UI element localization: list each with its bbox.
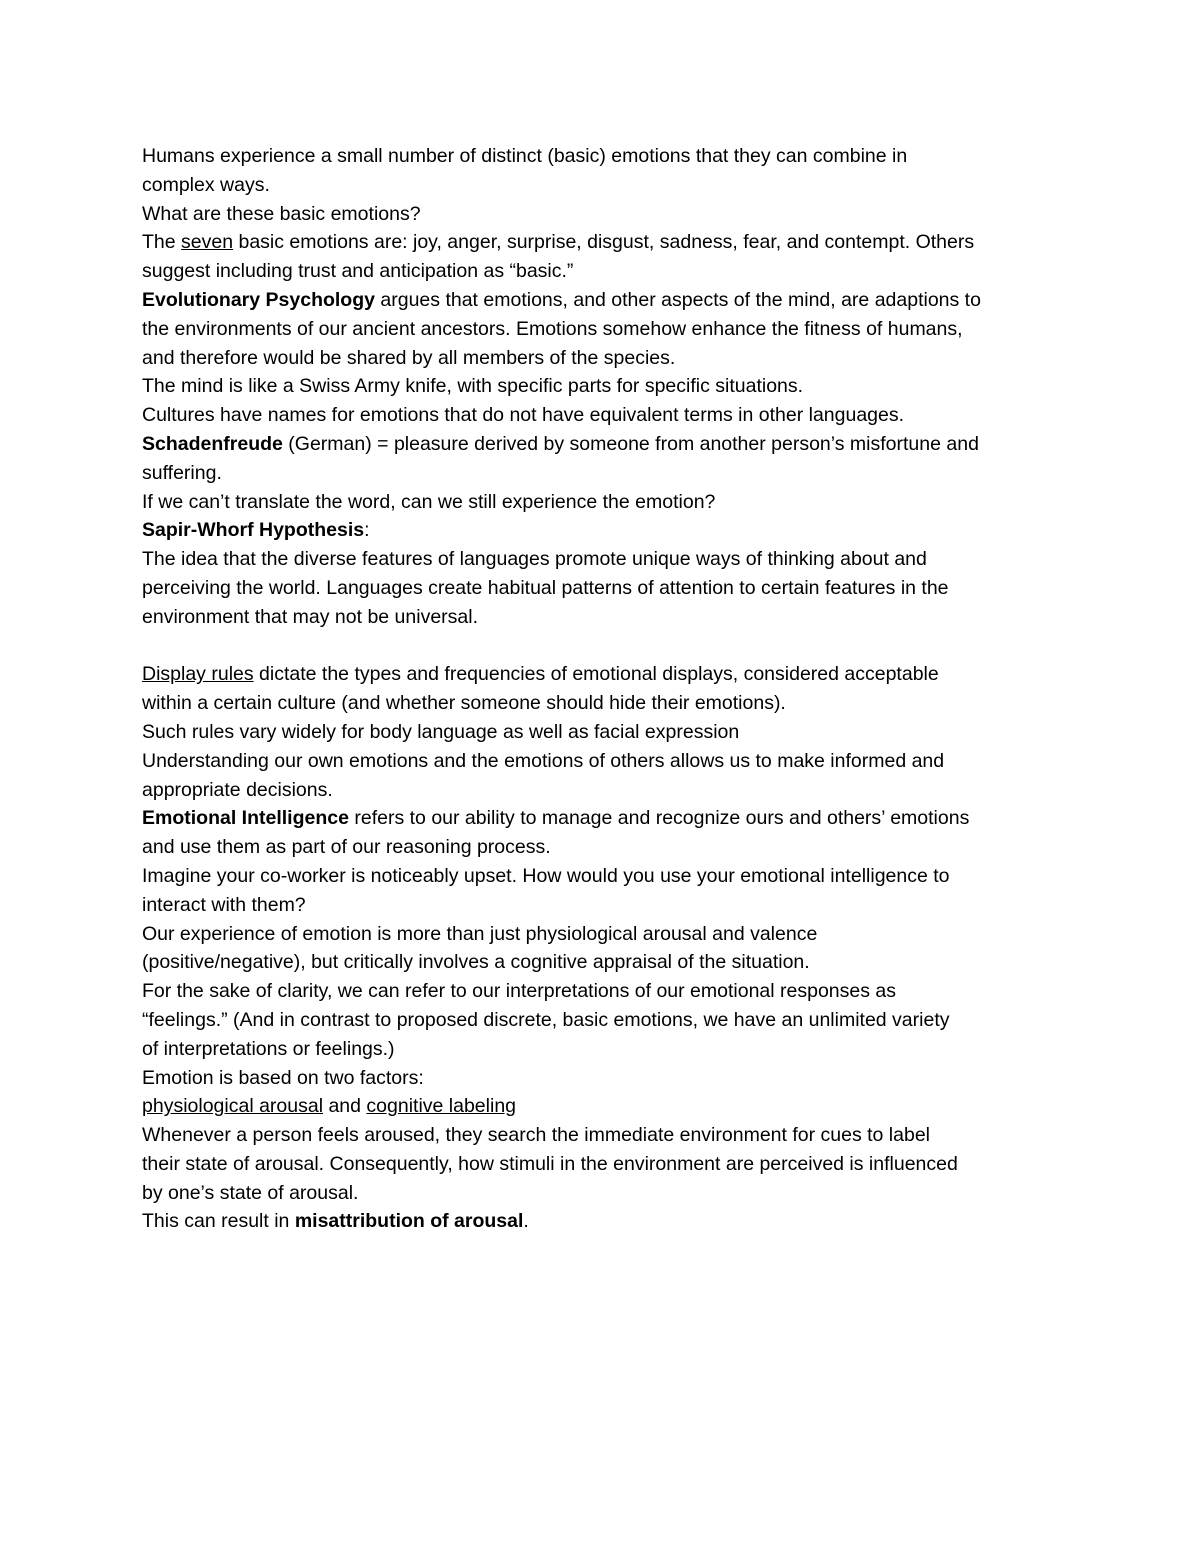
text-run: and therefore would be shared by all members of the species. [142,346,676,369]
text-run: within a certain culture (and whether someone should hide their emotions). [142,692,786,715]
text-line [142,1207,1072,1236]
text-line [142,804,1072,833]
text-line [142,833,1072,862]
bold-term: Evolutionary Psychology [142,288,375,311]
text-run: environment that may not be universal. [142,605,479,628]
text-run: Whenever a person feels aroused, they search the immediate environment for cues to label [142,1124,931,1147]
document-body [142,142,1072,1236]
text-line [142,891,1072,920]
text-run: argues that emotions, and other aspects of the mind, are adaptions to [374,288,981,311]
text-run: dictate the types and frequencies of emotional displays, considered acceptable [253,663,939,686]
bold-term: Emotional Intelligence [142,807,349,830]
text-line [142,718,1072,747]
text-line [142,747,1072,776]
text-line [142,603,1072,632]
text-run: appropriate decisions. [142,778,333,801]
text-run: The [142,231,182,254]
text-line [142,689,1072,718]
text-line [142,372,1072,401]
text-run: Such rules vary widely for body language as well as facial expression [142,720,740,743]
text-run: Understanding our own emotions and the emotions of others allows us to make informed and [142,749,945,772]
text-run: Emotion is based on two factors: [142,1066,424,1089]
text-run: and [323,1095,367,1118]
text-line [142,1035,1072,1064]
bold-term: misattribution of arousal [294,1210,524,1233]
text-run: The mind is like a Swiss Army knife, with specific parts for specific situations. [142,375,804,398]
underlined-term: seven [181,231,234,254]
text-line [142,142,1072,171]
text-line [142,488,1072,517]
text-line [142,286,1072,315]
text-line [142,171,1072,200]
text-line [142,344,1072,373]
text-run: This can result in [142,1210,295,1233]
text-run: “feelings.” (And in contrast to proposed discrete, basic emotions, we have an unlimited variety [142,1008,950,1031]
text-line [142,545,1072,574]
text-line [142,776,1072,805]
text-run: What are these basic emotions? [142,202,421,225]
text-run: basic emotions are: joy, anger, surprise, disgust, sadness, fear, and contempt. Others [233,231,975,254]
underlined-term: Display rules [142,663,254,686]
text-run: : [364,519,370,542]
text-run: suffering. [142,461,222,484]
text-run: If we can’t translate the word, can we still experience the emotion? [142,490,716,513]
text-run: (German) = pleasure derived by someone from another person’s misfortune and [282,432,979,455]
text-line [142,459,1072,488]
text-line [142,430,1072,459]
text-run: complex ways. [142,173,270,196]
text-line [142,1006,1072,1035]
text-run: their state of arousal. Consequently, how stimuli in the environment are perceived is influenced [142,1152,958,1175]
text-line [142,401,1072,430]
bold-term: Sapir-Whorf Hypothesis [142,519,365,542]
text-run: perceiving the world. Languages create habitual patterns of attention to certain features in the [142,576,949,599]
text-line [142,200,1072,229]
text-run: Imagine your co-worker is noticeably upset. How would you use your emotional intelligence to [142,864,950,887]
text-line [142,257,1072,286]
text-line [142,1179,1072,1208]
text-run: and use them as part of our reasoning process. [142,836,551,859]
text-line [142,1092,1072,1121]
text-line [142,948,1072,977]
text-run: For the sake of clarity, we can refer to our interpretations of our emotional responses as [142,980,897,1003]
text-line [142,516,1072,545]
text-line [142,228,1072,257]
text-line [142,1064,1072,1093]
text-line [142,977,1072,1006]
text-run: interact with them? [142,893,306,916]
text-run: by one’s state of arousal. [142,1181,359,1204]
text-line [142,315,1072,344]
text-run: The idea that the diverse features of languages promote unique ways of thinking about and [142,548,927,571]
blank-line [142,632,1072,661]
underlined-term: cognitive labeling [366,1095,517,1118]
text-line [142,1150,1072,1179]
text-line [142,920,1072,949]
text-run: the environments of our ancient ancestors. Emotions somehow enhance the fitness of humans, [142,317,963,340]
text-line [142,660,1072,689]
text-run: suggest including trust and anticipation as “basic.” [142,260,574,283]
text-run: (positive/negative), but critically involves a cognitive appraisal of the situation. [142,951,810,974]
text-run: Our experience of emotion is more than just physiological arousal and valence [142,922,818,945]
text-run: Humans experience a small number of distinct (basic) emotions that they can combine in [142,145,908,167]
text-line [142,574,1072,603]
text-run: . [523,1210,529,1233]
text-run: of interpretations or feelings.) [142,1037,395,1060]
text-run: Cultures have names for emotions that do not have equivalent terms in other languages. [142,404,905,427]
text-run: refers to our ability to manage and recognize ours and others’ emotions [348,807,970,830]
text-line [142,1121,1072,1150]
text-line [142,862,1072,891]
underlined-term: physiological arousal [142,1095,324,1118]
bold-term: Schadenfreude [142,432,283,455]
